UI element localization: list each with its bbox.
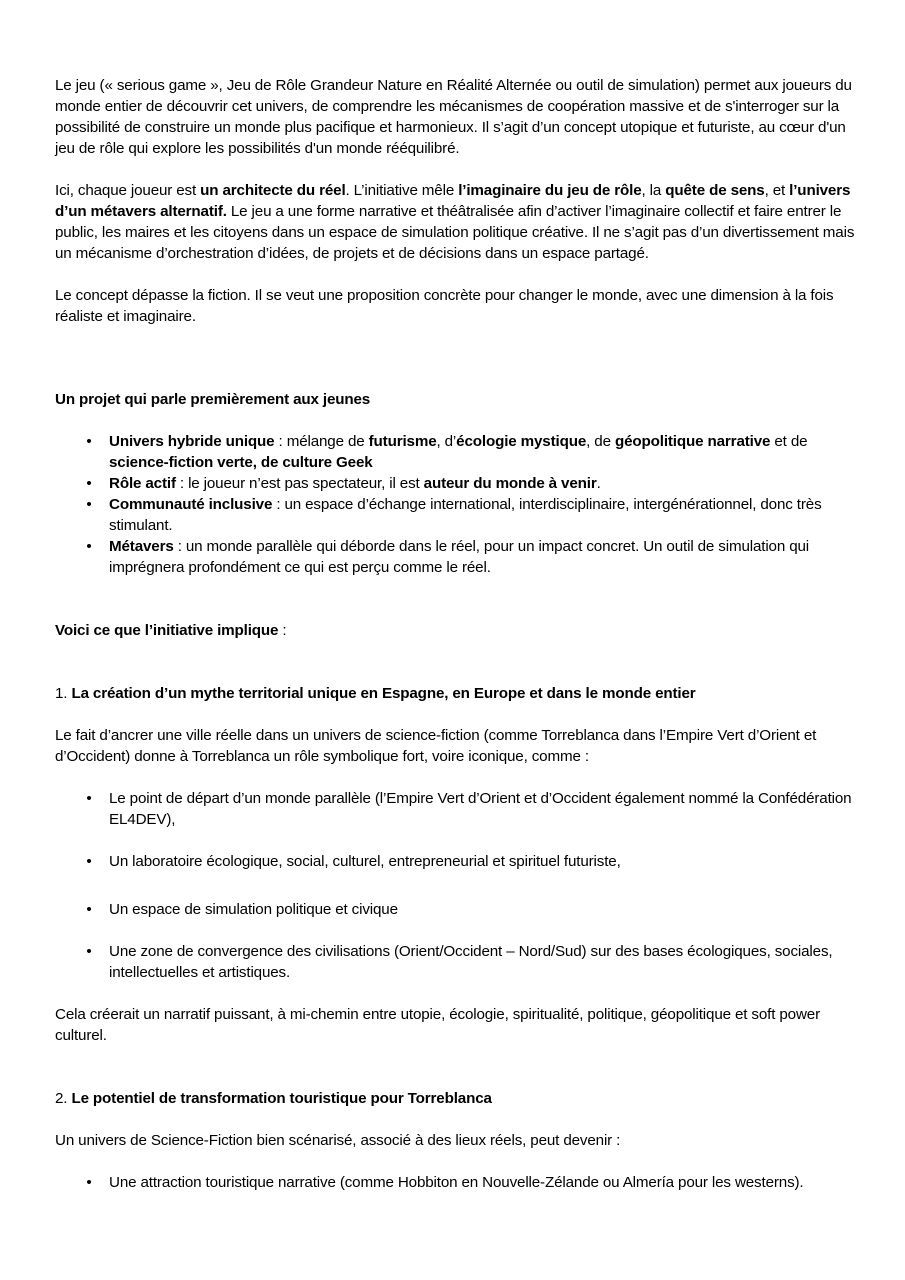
section-2-list [55,1172,857,1193]
bullet-icon: • [86,943,92,960]
spacer [55,1046,857,1088]
list-item [55,851,857,872]
section-1-outro: Cela créerait un narratif puissant, à mi-chemin entre utopie, écologie, spiritualité, politique, géopolitique et soft power culturel. [55,1006,820,1044]
text-run: : un monde parallèle qui déborde dans le réel, pour un impact concret. Un outil de simulation qui imprégnera profondément ce qui est perçu comme le réel. [109,538,810,576]
bold-run: science-fiction verte, de culture Geek [109,454,373,471]
bold-run: Communauté inclusive [109,496,273,513]
bullet-icon: • [86,901,92,918]
text-run: , et [764,182,790,199]
intro-paragraph-1: Le jeu (« serious game », Jeu de Rôle Grandeur Nature en Réalité Alternée ou outil de simulation) permet aux joueurs du monde entier de découvrir cet univers, de comprendre les mécanismes de coopération massive et de s'interroger sur la possibilité de construire un monde plus pacifique et harmonieux. Il s’agit d’un concept utopique et futuriste, au cœur d'un jeu de rôle qui explore les possibilités d'un monde rééquilibré. [55,77,852,157]
bullet-icon: • [86,853,92,870]
spacer [55,641,857,683]
bullet-icon: • [86,1174,92,1191]
section-1-heading [55,683,857,704]
implique-line [55,620,857,641]
youth-heading: Un projet qui parle premièrement aux jeunes [55,391,371,408]
bold-run: écologie mystique [456,433,587,450]
list-item-text: Un espace de simulation politique et civique [109,901,398,918]
text-run: : un espace d’échange international, interdisciplinaire, intergénérationnel, donc très stimulant. [109,496,822,534]
bullet-icon: • [86,433,92,450]
text-run: et de [770,433,808,450]
bold-run: l’univers d’un métavers alternatif. [55,182,851,220]
list-item [55,941,857,983]
youth-list [55,431,857,578]
text-run: . [596,475,601,492]
text-run: Ici, chaque joueur est [55,182,201,199]
spacer [55,327,857,389]
bold-run: Univers hybride unique [109,433,275,450]
intro-paragraph-2 [55,180,857,264]
bold-run: un architecte du réel [200,182,346,199]
list-item-text: Une zone de convergence des civilisations (Orient/Occident – Nord/Sud) sur des bases écologiques, sociales, intellectuelles et artistiques. [109,943,833,981]
bullet-icon: • [86,790,92,807]
list-item [55,788,857,830]
section-1-intro: Le fait d’ancrer une ville réelle dans un univers de science-fiction (comme Torreblanca dans l’Empire Vert d’Orient et d’Occident) donne à Torreblanca un rôle symbolique fort, voire iconique, comme : [55,727,817,765]
list-item-text: Un laboratoire écologique, social, culturel, entrepreneurial et spirituel futuriste, [109,853,621,870]
text-run: : mélange de [274,433,369,450]
text-run: , de [586,433,615,450]
section-number: 1. [55,685,72,702]
spacer [55,578,857,620]
text-run: : [278,622,287,639]
section-2-intro: Un univers de Science-Fiction bien scénarisé, associé à des lieux réels, peut devenir : [55,1132,621,1149]
text-run: , la [641,182,666,199]
section-1-list [55,788,857,983]
text-run: , d’ [436,433,457,450]
section-title: Le potentiel de transformation touristique pour Torreblanca [71,1090,492,1107]
bold-run: quête de sens [665,182,765,199]
bold-run: l’imaginaire du jeu de rôle [458,182,642,199]
bullet-icon: • [86,496,92,513]
bold-run: auteur du monde à venir [423,475,597,492]
list-item-text: Le point de départ d’un monde parallèle (l’Empire Vert d’Orient et d’Occident également nommé la Confédération EL4DEV), [109,790,852,828]
bullet-icon: • [86,538,92,555]
list-item [55,473,857,494]
section-number: 2. [55,1090,72,1107]
list-item [55,431,857,473]
bold-run: Métavers [109,538,174,555]
text-run: . L’initiative mêle [345,182,459,199]
text-run: : le joueur n’est pas spectateur, il est [175,475,424,492]
list-item-text: Une attraction touristique narrative (comme Hobbiton en Nouvelle-Zélande ou Almería pour les westerns). [109,1174,804,1191]
list-item [55,1172,857,1193]
intro-paragraph-3: Le concept dépasse la fiction. Il se veut une proposition concrète pour changer le monde, avec une dimension à la fois réaliste et imaginaire. [55,287,834,325]
list-item [55,494,857,536]
bold-run: Voici ce que l’initiative implique [55,622,279,639]
section-2-heading [55,1088,857,1109]
section-title: La création d’un mythe territorial unique en Espagne, en Europe et dans le monde entier [71,685,696,702]
list-item [55,536,857,578]
list-item [55,899,857,920]
text-run: Le jeu a une forme narrative et théâtralisée afin d’activer l’imaginaire collectif et faire entrer le public, les maires et les citoyens dans un espace de simulation politique créative. Il ne s’agit pas d’un divertissement mais un mécanisme d’orchestration d’idées, de projets et de décisions dans un espace partagé. [55,203,855,262]
bold-run: géopolitique narrative [614,433,771,450]
bullet-icon: • [86,475,92,492]
bold-run: Rôle actif [109,475,176,492]
spacer [55,410,857,431]
bold-run: futurisme [368,433,437,450]
